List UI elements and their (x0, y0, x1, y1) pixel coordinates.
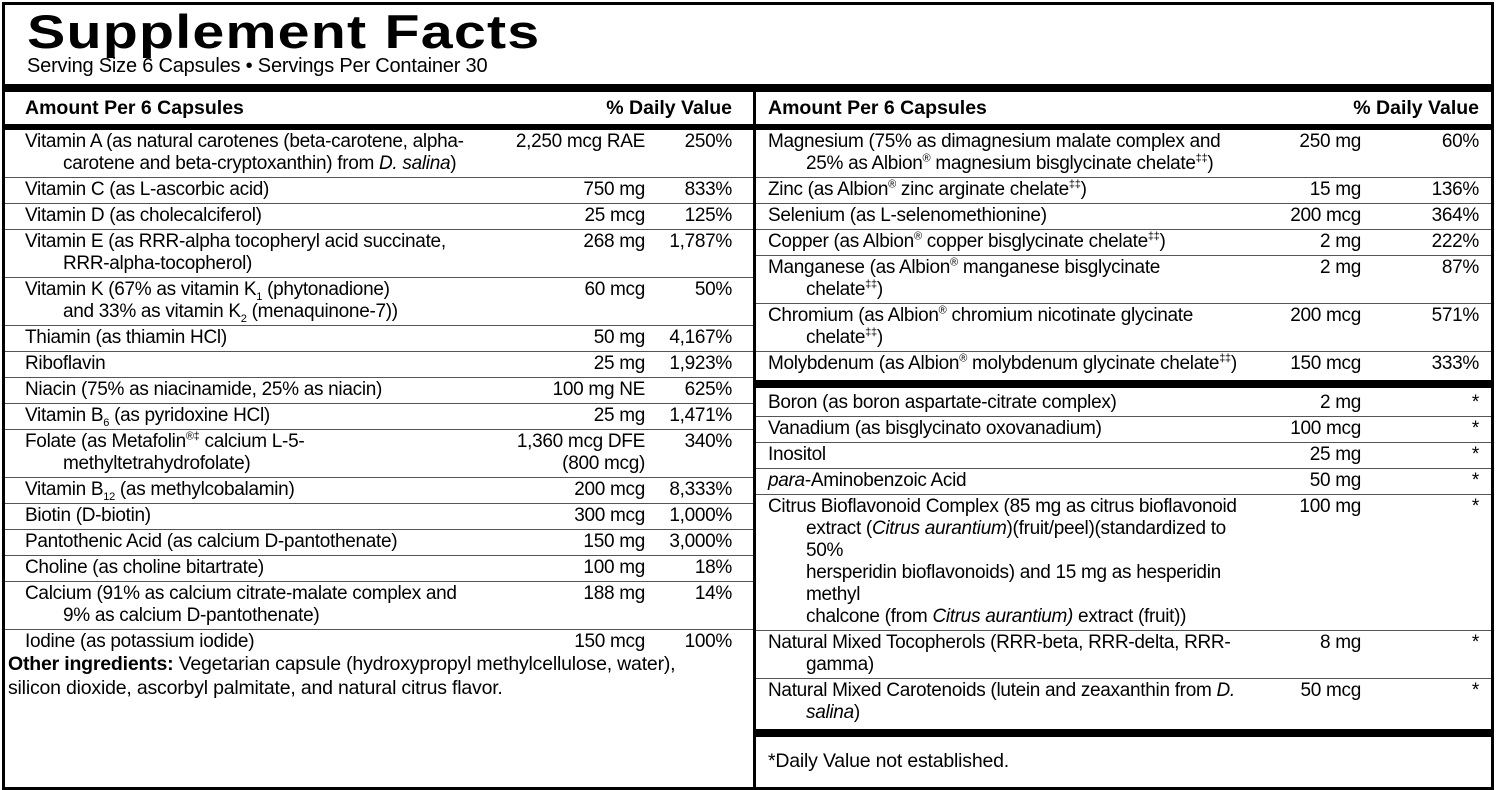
ingredient-dv: 3,000% (669, 531, 732, 552)
ingredient-name: Folate (as Metafolin®‡ calcium L-5-methyltetrahydrofolate) (25, 430, 305, 474)
ingredient-dv: 14% (694, 583, 732, 604)
ingredient-amount: 250 mg (1299, 131, 1361, 152)
ingredient-amount: 2 mg (1319, 392, 1361, 413)
table-row (756, 442, 1491, 468)
ingredient-name: para-Aminobenzoic Acid (768, 470, 967, 491)
ingredient-amount: 200 mcg (1290, 205, 1361, 226)
table-row (5, 229, 753, 277)
thick-bar (756, 729, 1491, 737)
ingredient-name: Selenium (as L-selenomethionine) (768, 205, 1047, 226)
ingredient-name: Pantothenic Acid (as calcium D-pantothenate) (25, 531, 398, 552)
ingredient-name: Vitamin K (67% as vitamin $K_1$ (phytonadione) and 33% as vitamin $K_2$ (menaquinone-7)) (25, 279, 398, 325)
ingredient-dv: 100% (684, 631, 732, 652)
ingredient-dv: * (1471, 496, 1479, 517)
dv-footnote: *Daily Value not established. (768, 750, 1009, 772)
daily-value-header: % Daily Value (606, 97, 732, 119)
ingredient-dv: * (1471, 470, 1479, 491)
ingredient-name: Vitamin $B_{12}$ (as methylcobalamin) (25, 479, 295, 503)
table-header-row (5, 92, 1491, 124)
ingredient-name: Citrus Bioflavonoid Complex (85 mg as citrus bioflavonoid extract (Citrus aurantium)(fruit/peel)(standardized to 50% hersperidin bioflavonoids) and 15 mg as hesperidin methyl chalcone (from Citrus aurantium) extract (fruit)) (768, 496, 1237, 627)
ingredient-amount: 50 mg (593, 327, 645, 348)
ingredient-amount: 150 mg (583, 531, 645, 552)
ingredient-amount: 268 mg (583, 231, 645, 252)
table-row (756, 494, 1491, 630)
ingredient-amount: 25 mg (593, 353, 645, 374)
amount-header: Amount Per 6 Capsules (768, 97, 987, 119)
table-row (5, 555, 753, 581)
ingredient-dv: * (1471, 680, 1479, 701)
ingredient-name: Zinc (as Albion® zinc arginate chelate‡‡) (768, 178, 1087, 200)
table-row (756, 303, 1491, 351)
ingredient-name: Iodine (as potassium iodide) (25, 631, 255, 652)
table-row (756, 229, 1491, 255)
ingredient-amount: 100 mcg (1290, 418, 1361, 439)
ingredient-amount: 100 mg NE (552, 379, 645, 400)
other-ingredients-text: Vegetarian capsule (hydroxypropyl methylcellulose, water), silicon dioxide, ascorbyl palmitate, and natural citrus flavor. (8, 653, 676, 699)
ingredient-amount: 2 mg (1319, 257, 1361, 278)
ingredient-name: Choline (as choline bitartrate) (25, 557, 264, 578)
ingredient-dv: 364% (1431, 205, 1479, 226)
ingredient-amount: 200 mcg (1290, 305, 1361, 326)
ingredient-amount: 25 mcg (584, 205, 645, 226)
ingredient-amount: 8 mg (1319, 632, 1361, 653)
table-row (5, 325, 753, 351)
ingredient-dv: 136% (1431, 179, 1479, 200)
ingredient-name: Calcium (91% as calcium citrate-malate complex and 9% as calcium D-pantothenate) (25, 583, 457, 626)
table-row (5, 177, 753, 203)
table-row (756, 130, 1491, 177)
ingredient-name: Vitamin A (as natural carotenes (beta-carotene, alpha- carotene and beta-cryptoxanthin) from D. salina) (25, 131, 464, 174)
ingredient-amount: 100 mg (1299, 496, 1361, 517)
other-ingredients (8, 652, 712, 700)
table-row (5, 377, 753, 403)
ingredient-name: Vitamin E (as RRR-alpha tocopheryl acid succinate, RRR-alpha-tocopherol) (25, 231, 446, 274)
panel-title: Supplement Facts (27, 5, 541, 58)
ingredient-amount: 100 mg (583, 557, 645, 578)
table-row (756, 255, 1491, 303)
ingredient-dv: 1,000% (669, 505, 732, 526)
ingredient-amount: 300 mcg (574, 505, 645, 526)
ingredient-name: Inositol (768, 444, 826, 465)
ingredient-name: Natural Mixed Tocopherols (RRR-beta, RRR-delta, RRR-gamma) (768, 632, 1231, 675)
ingredient-name: Riboflavin (25, 353, 106, 374)
ingredient-dv: 8,333% (669, 479, 732, 500)
ingredient-amount: 200 mcg (574, 479, 645, 500)
table-row (756, 203, 1491, 229)
ingredient-amount: 1,360 mcg DFE (800 mcg) (516, 431, 645, 474)
ingredient-amount: 60 mcg (584, 279, 645, 300)
ingredient-dv: 60% (1441, 131, 1479, 152)
ingredient-dv: 1,787% (669, 231, 732, 252)
ingredient-dv: 625% (684, 379, 732, 400)
table-row (5, 429, 753, 477)
ingredient-name: Vitamin D (as cholecalciferol) (25, 205, 262, 226)
ingredient-dv: 571% (1431, 305, 1479, 326)
ingredient-dv: 1,471% (669, 405, 732, 426)
ingredient-amount: 25 mg (593, 405, 645, 426)
ingredient-dv: 18% (694, 557, 732, 578)
ingredient-amount: 50 mg (1309, 470, 1361, 491)
table-row (756, 678, 1491, 726)
thick-bar-top (5, 84, 1491, 92)
table-row (5, 529, 753, 555)
ingredient-dv: * (1471, 632, 1479, 653)
right-column (756, 130, 1491, 787)
ingredient-name: Vitamin C (as L-ascorbic acid) (25, 179, 270, 200)
ingredient-dv: 87% (1441, 257, 1479, 278)
ingredient-dv: 833% (684, 179, 732, 200)
table-row (5, 203, 753, 229)
ingredient-dv: 222% (1431, 231, 1479, 252)
table-header-left (5, 92, 753, 124)
ingredient-name: Vitamin $B_6$ (as pyridoxine HCl) (25, 405, 270, 429)
thick-bar (756, 380, 1491, 388)
ingredient-dv: 340% (684, 431, 732, 452)
ingredient-name: Copper (as Albion® copper bisglycinate chelate‡‡) (768, 230, 1166, 252)
ingredient-dv: 125% (684, 205, 732, 226)
ingredient-dv: 250% (684, 131, 732, 152)
ingredient-name: Biotin (D-biotin) (25, 505, 151, 526)
ingredient-dv: 50% (694, 279, 732, 300)
table-row (5, 403, 753, 429)
daily-value-header: % Daily Value (1353, 97, 1479, 119)
ingredient-name: Boron (as boron aspartate-citrate complex) (768, 392, 1117, 413)
ingredient-amount: 15 mg (1309, 179, 1361, 200)
table-row (5, 477, 753, 503)
table-row (756, 468, 1491, 494)
ingredient-name: Molybdenum (as Albion® molybdenum glycinate chelate‡‡) (768, 352, 1237, 374)
serving-info: Serving Size 6 Capsules • Servings Per Container 30 (27, 55, 488, 77)
table-row (5, 351, 753, 377)
ingredient-name: Manganese (as Albion® manganese bisglycinate chelate‡‡) (768, 256, 1161, 300)
ingredient-name: Magnesium (75% as dimagnesium malate complex and 25% as Albion® magnesium bisglycinate chelate‡‡) (768, 131, 1221, 174)
ingredient-dv: 1,923% (669, 353, 732, 374)
table-row (5, 130, 753, 177)
ingredient-dv: 333% (1431, 353, 1479, 374)
ingredient-name: Vanadium (as bisglycinato oxovanadium) (768, 418, 1102, 439)
ingredient-dv: * (1471, 418, 1479, 439)
table-row (756, 177, 1491, 203)
table-row (756, 391, 1491, 416)
ingredient-amount: 150 mcg (1290, 353, 1361, 374)
ingredient-name: Thiamin (as thiamin HCl) (25, 327, 227, 348)
other-ingredients-label: Other ingredients: (8, 653, 174, 675)
ingredient-dv: * (1471, 444, 1479, 465)
ingredient-name: Niacin (75% as niacinamide, 25% as niacin) (25, 379, 383, 400)
ingredient-amount: 188 mg (583, 583, 645, 604)
table-row (5, 503, 753, 529)
ingredient-dv: * (1471, 392, 1479, 413)
table-row (756, 416, 1491, 442)
ingredient-amount: 2,250 mcg RAE (515, 131, 645, 152)
ingredient-amount: 50 mcg (1300, 680, 1361, 701)
ingredient-amount: 750 mg (583, 179, 645, 200)
table-row (756, 630, 1491, 678)
ingredient-name: Chromium (as Albion® chromium nicotinate glycinate chelate‡‡) (768, 304, 1194, 348)
ingredient-dv: 4,167% (669, 327, 732, 348)
ingredient-amount: 25 mg (1309, 444, 1361, 465)
panel-header (5, 5, 1491, 84)
table-row (5, 277, 753, 325)
ingredient-amount: 150 mcg (574, 631, 645, 652)
amount-header: Amount Per 6 Capsules (25, 97, 244, 119)
ingredient-amount: 2 mg (1319, 231, 1361, 252)
table-header-right (756, 92, 1491, 124)
table-row (5, 581, 753, 629)
table-row (756, 351, 1491, 377)
ingredient-name: Natural Mixed Carotenoids (lutein and zeaxanthin from D. salina) (768, 680, 1235, 723)
